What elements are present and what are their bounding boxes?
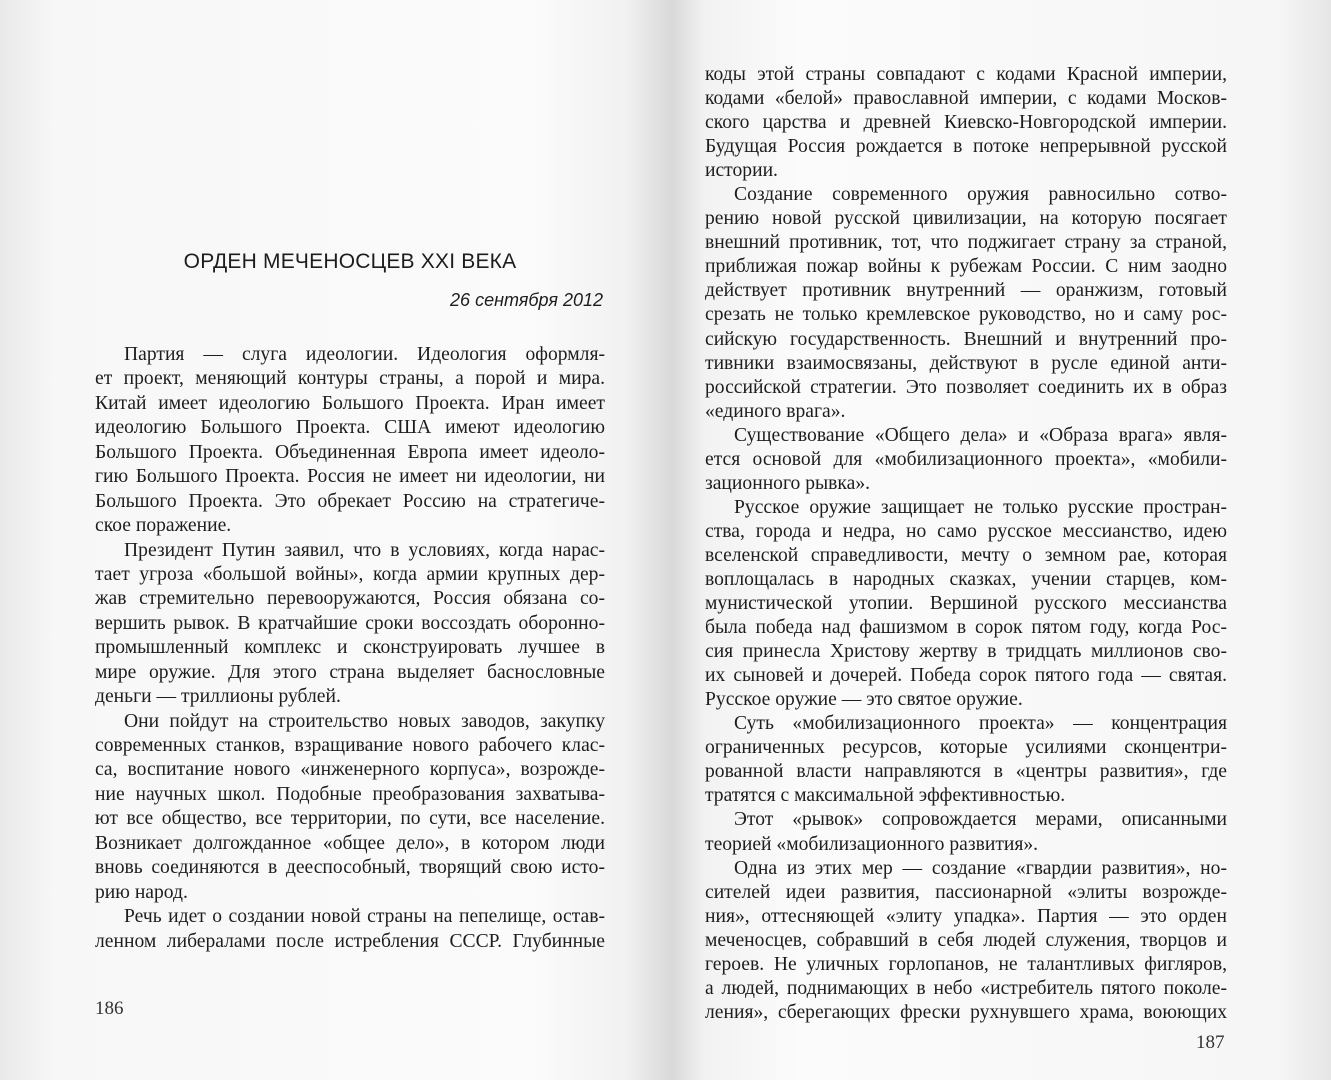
text-line: истории. [705, 160, 778, 182]
text-line: ет проект, меняющий контуры страны, а порой и мира. [95, 368, 605, 390]
text-line: современных станков, взращивание нового рабочего клас- [95, 735, 605, 756]
text-line: Будущая Россия рождается в потоке непрерывной русской [705, 136, 1227, 158]
text-line: са, воспитание нового «инженерного корпуса», возрожде- [95, 759, 605, 781]
paragraph [705, 183, 1227, 423]
left-page-body [95, 343, 605, 954]
text-line: сийскую государственность. Внешний и внутренний про- [705, 328, 1227, 350]
text-line: ограниченных ресурсов, которые усилиями сконцентри- [705, 737, 1227, 759]
paragraph [95, 539, 605, 710]
text-line: Президент Путин заявил, что в условиях, когда нарас- [124, 539, 605, 561]
text-line: Суть «мобилизационного проекта» — концентрация [734, 713, 1227, 735]
text-line: деньги — триллионы рублей. [95, 686, 341, 708]
page-number-right: 187 [1196, 1032, 1225, 1053]
text-line: Речь идет о создании новой страны на пепелище, остав- [124, 906, 605, 928]
text-line: Существование «Общего дела» и «Образа врага» явля- [734, 424, 1227, 446]
text-line: кодами «белой» православной империи, с кодами Москов- [705, 88, 1227, 110]
text-line: Возникает долгожданное «общее дело», в котором люди [95, 832, 605, 854]
text-line: теорией «мобилизационного развития». [705, 833, 1039, 855]
text-line: Китай имеет идеологию Большого Проекта. Иран имеет [95, 392, 605, 414]
text-line: Русское оружие — это святое оружие. [705, 689, 1023, 711]
text-line: Одна из этих мер — создание «гвардии развития», но- [734, 857, 1227, 879]
text-line: идеологию Большого Проекта. США имеют идеологию [95, 417, 605, 439]
text-line: Этот «рывок» сопровождается мерами, описанными [734, 809, 1227, 831]
paragraph [705, 424, 1227, 496]
text-line: «единого врага». [705, 400, 846, 422]
text-line: вершить рывок. В кратчайшие сроки воссоздать оборонно- [95, 612, 605, 634]
text-line: ское поражение. [95, 515, 232, 537]
text-line: гию Большого Проекта. Россия не имеет ни идеологии, ни [95, 466, 605, 488]
text-line: сия принесла Христову жертву в тридцать миллионов сво- [705, 641, 1227, 663]
text-line: рению новой русской цивилизации, на которую посягает [705, 208, 1227, 230]
text-line: мире оружие. Для этого страна выделяет баснословные [95, 661, 605, 683]
text-line: меченосцев, собравший в себя людей служения, творцов и [705, 929, 1227, 951]
text-line: рию народ. [95, 881, 188, 903]
chapter-date: 26 сентября 2012 [450, 290, 603, 310]
text-line: зационного рывка». [705, 472, 871, 494]
text-line: Большого Проекта. Объединенная Европа имеет идеоло- [95, 441, 605, 463]
text-line: срезать не только кремлевское руководство, но и саму рос- [705, 304, 1227, 326]
text-line: героев. Не уличных горлопанов, не талантливых фигляров, [705, 953, 1227, 975]
text-line: была победа над фашизмом в сорок пятом году, когда Рос- [705, 617, 1227, 639]
text-line: коды этой страны совпадают с кодами Красной империи, [705, 64, 1227, 85]
text-line: Партия — слуга идеологии. Идеология оформля- [124, 344, 605, 365]
text-line: мунистической утопии. Вершиной русского мессианства [705, 593, 1227, 615]
paragraph [95, 905, 605, 954]
text-line: ние научных школ. Подобные преобразования захватыва- [95, 783, 605, 805]
text-line: тивники взаимосвязаны, действуют в русле единой анти- [705, 352, 1227, 374]
text-line: приближая пожар войны к рубежам России. С ним заодно [705, 256, 1227, 278]
paragraph [705, 712, 1227, 808]
text-line: вселенской справедливости, мечту о земном рае, которая [705, 544, 1227, 566]
text-line: ленном либералами после истребления СССР. Глубинные [95, 930, 605, 952]
text-line: действует противник внутренний — оранжизм, готовый [705, 280, 1227, 302]
text-line: а людей, поднимающих в небо «истребитель пятого поколе- [705, 977, 1227, 999]
text-line: рованной власти направляются в «центры развития», где [705, 761, 1227, 783]
text-line: воплощалась в народных сказках, учении старцев, ком- [705, 568, 1227, 590]
text-line: ют все общество, все территории, по сути, все население. [95, 808, 605, 830]
text-line: Создание современного оружия равносильно сотво- [734, 184, 1227, 206]
right-page-body [705, 63, 1227, 1025]
chapter-heading: ОРДЕН МЕЧЕНОСЦЕВ XXI ВЕКА [183, 250, 517, 273]
text-line: жав стремительно перевооружаются, Россия обязана со- [95, 588, 605, 610]
text-line: их сыновей и дочерей. Победа сорок пятого года — святая. [705, 665, 1227, 687]
text-line: российской стратегии. Это позволяет соединить их в образ [705, 376, 1227, 398]
text-line: ния», оттесняющей «элиту упадка». Партия — это орден [705, 905, 1227, 927]
text-line: ства, города и недра, но само русское мессианство, идею [705, 520, 1227, 542]
paragraph [705, 808, 1227, 856]
text-line: ления», сберегающих фрески рухнувшего храма, воюющих [705, 1001, 1227, 1023]
text-line: Они пойдут на строительство новых заводов, закупку [124, 710, 605, 732]
paragraph [705, 63, 1227, 183]
paragraph [95, 343, 605, 539]
text-line: внешний противник, тот, что поджигает страну за страной, [705, 232, 1227, 254]
text-line: Большого Проекта. Это обрекает Россию на стратегиче- [95, 490, 605, 512]
text-line: ского царства и древней Киевско-Новгородской империи. [705, 112, 1227, 134]
paragraph [705, 857, 1227, 1025]
paragraph [95, 710, 605, 906]
text-line: тает угроза «большой войны», когда армии крупных дер- [95, 563, 605, 585]
text-line: сителей идеи развития, пассионарной «элиты возрожде- [705, 881, 1227, 903]
text-line: ется основой для «мобилизационного проекта», «мобили- [705, 448, 1227, 470]
text-line: Русское оружие защищает не только русские простран- [734, 496, 1227, 518]
paragraph [705, 496, 1227, 712]
text-line: вновь соединяются в дееспособный, творящий свою исто- [95, 857, 605, 879]
text-line: тратятся с максимальной эффективностью. [705, 785, 1066, 807]
page-number-left: 186 [95, 998, 124, 1019]
text-line: промышленный комплекс и сконструировать лучшее в [95, 637, 605, 659]
